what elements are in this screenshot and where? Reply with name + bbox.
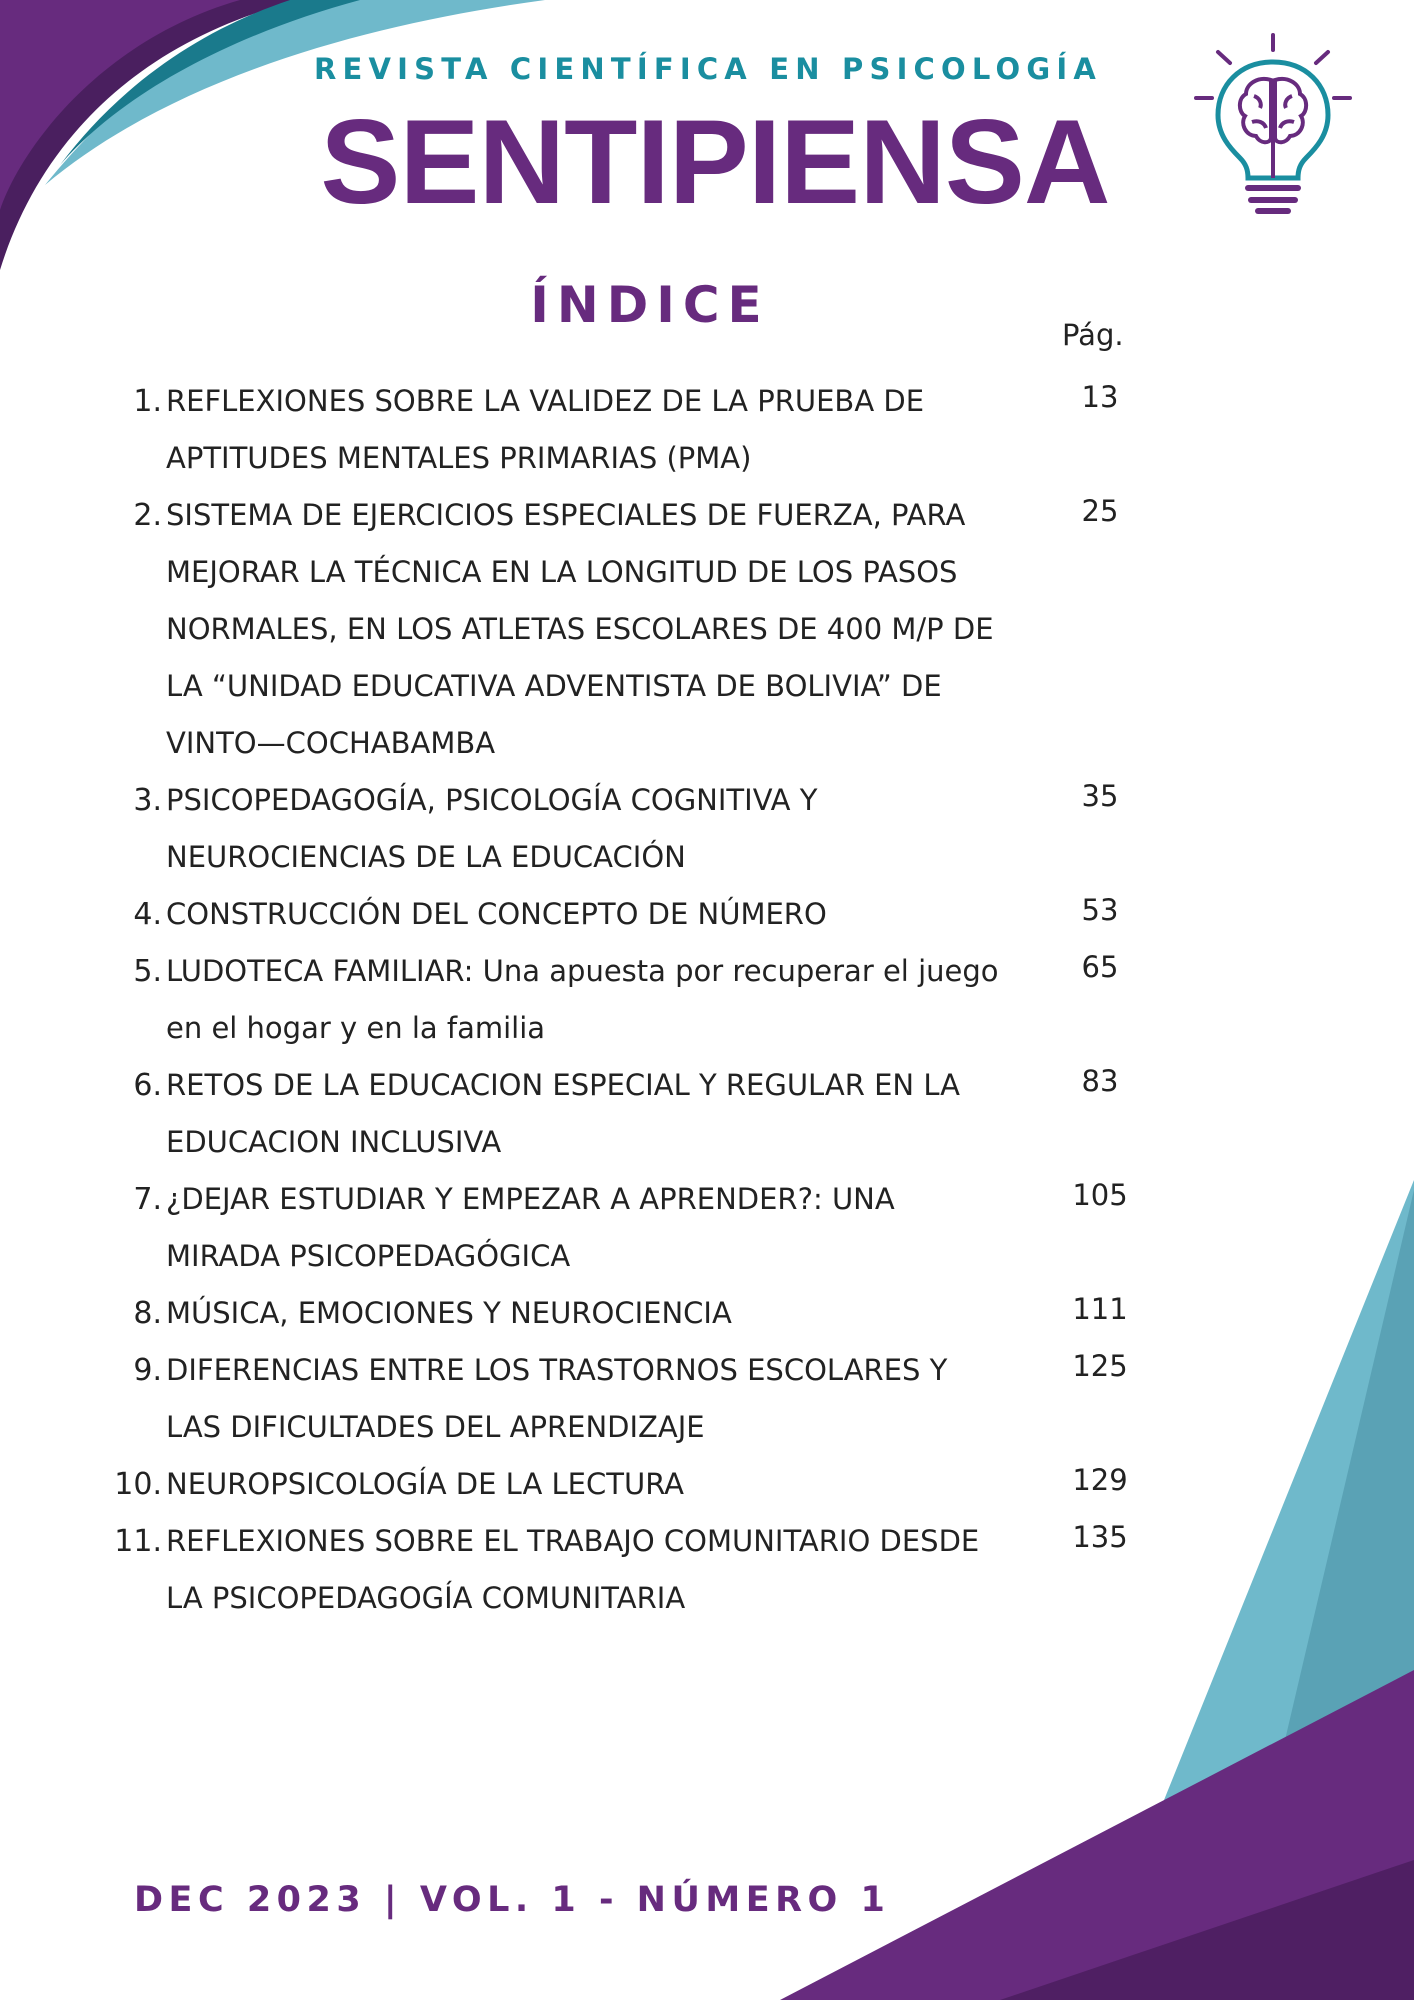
journal-title: SENTIPIENSA bbox=[320, 95, 1110, 229]
toc-entry-3[interactable] bbox=[0, 772, 1160, 886]
toc-entry-title: REFLEXIONES SOBRE EL TRABAJO COMUNITARIO DESDE LA PSICOPEDAGOGÍA COMUNITARIA bbox=[166, 1524, 980, 1615]
toc-entry-number: 11. bbox=[114, 1524, 162, 1559]
toc-entry-11[interactable] bbox=[0, 1513, 1160, 1627]
toc-entry-page: 105 bbox=[1072, 1178, 1128, 1212]
toc-entry-number: 8. bbox=[133, 1296, 162, 1331]
toc-entry-6[interactable] bbox=[0, 1057, 1160, 1171]
toc-entry-title: ¿DEJAR ESTUDIAR Y EMPEZAR A APRENDER?: UNA MIRADA PSICOPEDAGÓGICA bbox=[166, 1182, 895, 1273]
toc-entry-number: 3. bbox=[133, 783, 162, 818]
toc-entry-2[interactable] bbox=[0, 487, 1160, 772]
toc-entry-title: DIFERENCIAS ENTRE LOS TRASTORNOS ESCOLARES Y LAS DIFICULTADES DEL APRENDIZAJE bbox=[166, 1353, 948, 1444]
toc-entry-page: 13 bbox=[1081, 380, 1119, 414]
toc-entry-title: MÚSICA, EMOCIONES Y NEUROCIENCIA bbox=[166, 1296, 732, 1330]
issue-footer: DEC 2023 | VOL. 1 - NÚMERO 1 bbox=[134, 1880, 891, 1920]
toc-entry-title: PSICOPEDAGOGÍA, PSICOLOGÍA COGNITIVA Y NEUROCIENCIAS DE LA EDUCACIÓN bbox=[166, 783, 818, 874]
index-heading: ÍNDICE bbox=[530, 276, 770, 334]
toc-entry-page: 35 bbox=[1081, 779, 1119, 813]
toc-entry-number: 6. bbox=[133, 1068, 162, 1103]
toc-entry-page: 53 bbox=[1081, 893, 1119, 927]
toc-entry-title: REFLEXIONES SOBRE LA VALIDEZ DE LA PRUEBA DE APTITUDES MENTALES PRIMARIAS (PMA) bbox=[166, 384, 925, 475]
journal-subtitle: REVISTA CIENTÍFICA EN PSICOLOGÍA bbox=[313, 52, 1103, 86]
toc-entry-7[interactable] bbox=[0, 1171, 1160, 1285]
toc-entry-title: NEUROPSICOLOGÍA DE LA LECTURA bbox=[166, 1467, 685, 1501]
toc-entry-number: 7. bbox=[133, 1182, 162, 1217]
toc-entry-number: 2. bbox=[133, 498, 162, 533]
toc-entry-number: 1. bbox=[133, 384, 162, 419]
toc-entry-9[interactable] bbox=[0, 1342, 1160, 1456]
toc-entry-title: RETOS DE LA EDUCACION ESPECIAL Y REGULAR EN LA EDUCACION INCLUSIVA bbox=[166, 1068, 960, 1159]
toc-entry-page: 129 bbox=[1072, 1463, 1128, 1497]
toc-entry-number: 10. bbox=[114, 1467, 162, 1502]
lightbulb-brain-icon bbox=[1188, 30, 1358, 220]
toc-entry-number: 9. bbox=[133, 1353, 162, 1388]
toc-entry-page: 125 bbox=[1072, 1349, 1128, 1383]
table-of-contents bbox=[0, 373, 1160, 1627]
toc-entry-4[interactable] bbox=[0, 886, 1160, 943]
toc-entry-page: 65 bbox=[1081, 950, 1119, 984]
toc-entry-page: 25 bbox=[1081, 494, 1119, 528]
page-column-label: Pág. bbox=[1062, 318, 1124, 352]
toc-entry-number: 5. bbox=[133, 954, 162, 989]
toc-entry-8[interactable] bbox=[0, 1285, 1160, 1342]
toc-entry-title: SISTEMA DE EJERCICIOS ESPECIALES DE FUERZA, PARA MEJORAR LA TÉCNICA EN LA LONGITUD DE LOS PASOS NORMALES, EN LOS ATLETAS ESCOLARES DE 400 M/P DE LA “UNIDAD EDUCATIVA ADVENTISTA DE BOLIVIA” DE VINTO—COCHABAMBA bbox=[166, 498, 994, 760]
toc-entry-10[interactable] bbox=[0, 1456, 1160, 1513]
toc-entry-page: 83 bbox=[1081, 1064, 1119, 1098]
toc-entry-page: 111 bbox=[1072, 1292, 1128, 1326]
toc-entry-page: 135 bbox=[1072, 1520, 1128, 1554]
toc-entry-1[interactable] bbox=[0, 373, 1160, 487]
toc-entry-5[interactable] bbox=[0, 943, 1160, 1057]
toc-entry-number: 4. bbox=[133, 897, 162, 932]
toc-entry-title: LUDOTECA FAMILIAR: Una apuesta por recuperar el juego en el hogar y en la familia bbox=[166, 954, 999, 1045]
toc-entry-title: CONSTRUCCIÓN DEL CONCEPTO DE NÚMERO bbox=[166, 897, 827, 931]
